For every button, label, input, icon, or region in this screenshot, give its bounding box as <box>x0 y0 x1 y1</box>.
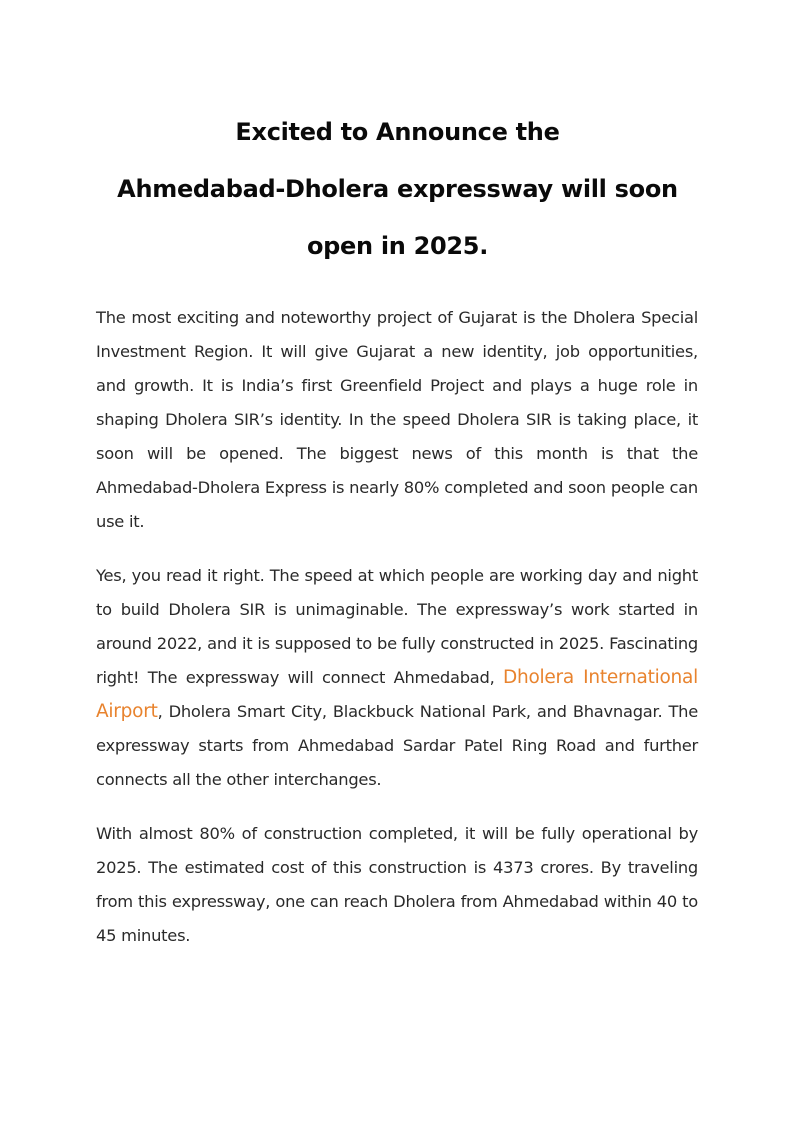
paragraph-route-text-before: Yes, you read it right. The speed at which people are working day and night to build Dholera SIR is unimaginable. The expressway’s work started in around 2022, and it is supposed to be fully constructed in 2025. Fascinating right! The expressway will connect Ahmedabad, <box>96 566 698 687</box>
article-body <box>96 301 698 973</box>
dholera-airport-link[interactable]: Dholera International Airport <box>96 667 698 722</box>
page-title <box>60 104 735 275</box>
paragraph-construction-status: With almost 80% of construction completed, it will be fully operational by 2025. The estimated cost of this construction is 4373 crores. By traveling from this expressway, one can reach Dholera from Ahmedabad within 40 to 45 minutes. <box>96 824 698 945</box>
title-line-3: open in 2025. <box>306 232 489 260</box>
title-line-2: Ahmedabad-Dholera expressway will soon <box>117 175 678 203</box>
title-line-1: Excited to Announce the <box>235 118 560 146</box>
paragraph-intro: The most exciting and noteworthy project of Gujarat is the Dholera Special Investment Region. It will give Gujarat a new identity, job opportunities, and growth. It is India’s first Greenfield Project and plays a huge role in shaping Dholera SIR’s identity. In the speed Dholera SIR is taking place, it soon will be opened. The biggest news of this month is that the Ahmedabad-Dholera Express is nearly 80% completed and soon people can use it. <box>96 308 698 531</box>
paragraph-route-text-after: , Dholera Smart City, Blackbuck National Park, and Bhavnagar. The expressway starts from Ahmedabad Sardar Patel Ring Road and further connects all the other interchanges. <box>96 702 698 789</box>
paragraph-expressway-route <box>96 559 698 797</box>
